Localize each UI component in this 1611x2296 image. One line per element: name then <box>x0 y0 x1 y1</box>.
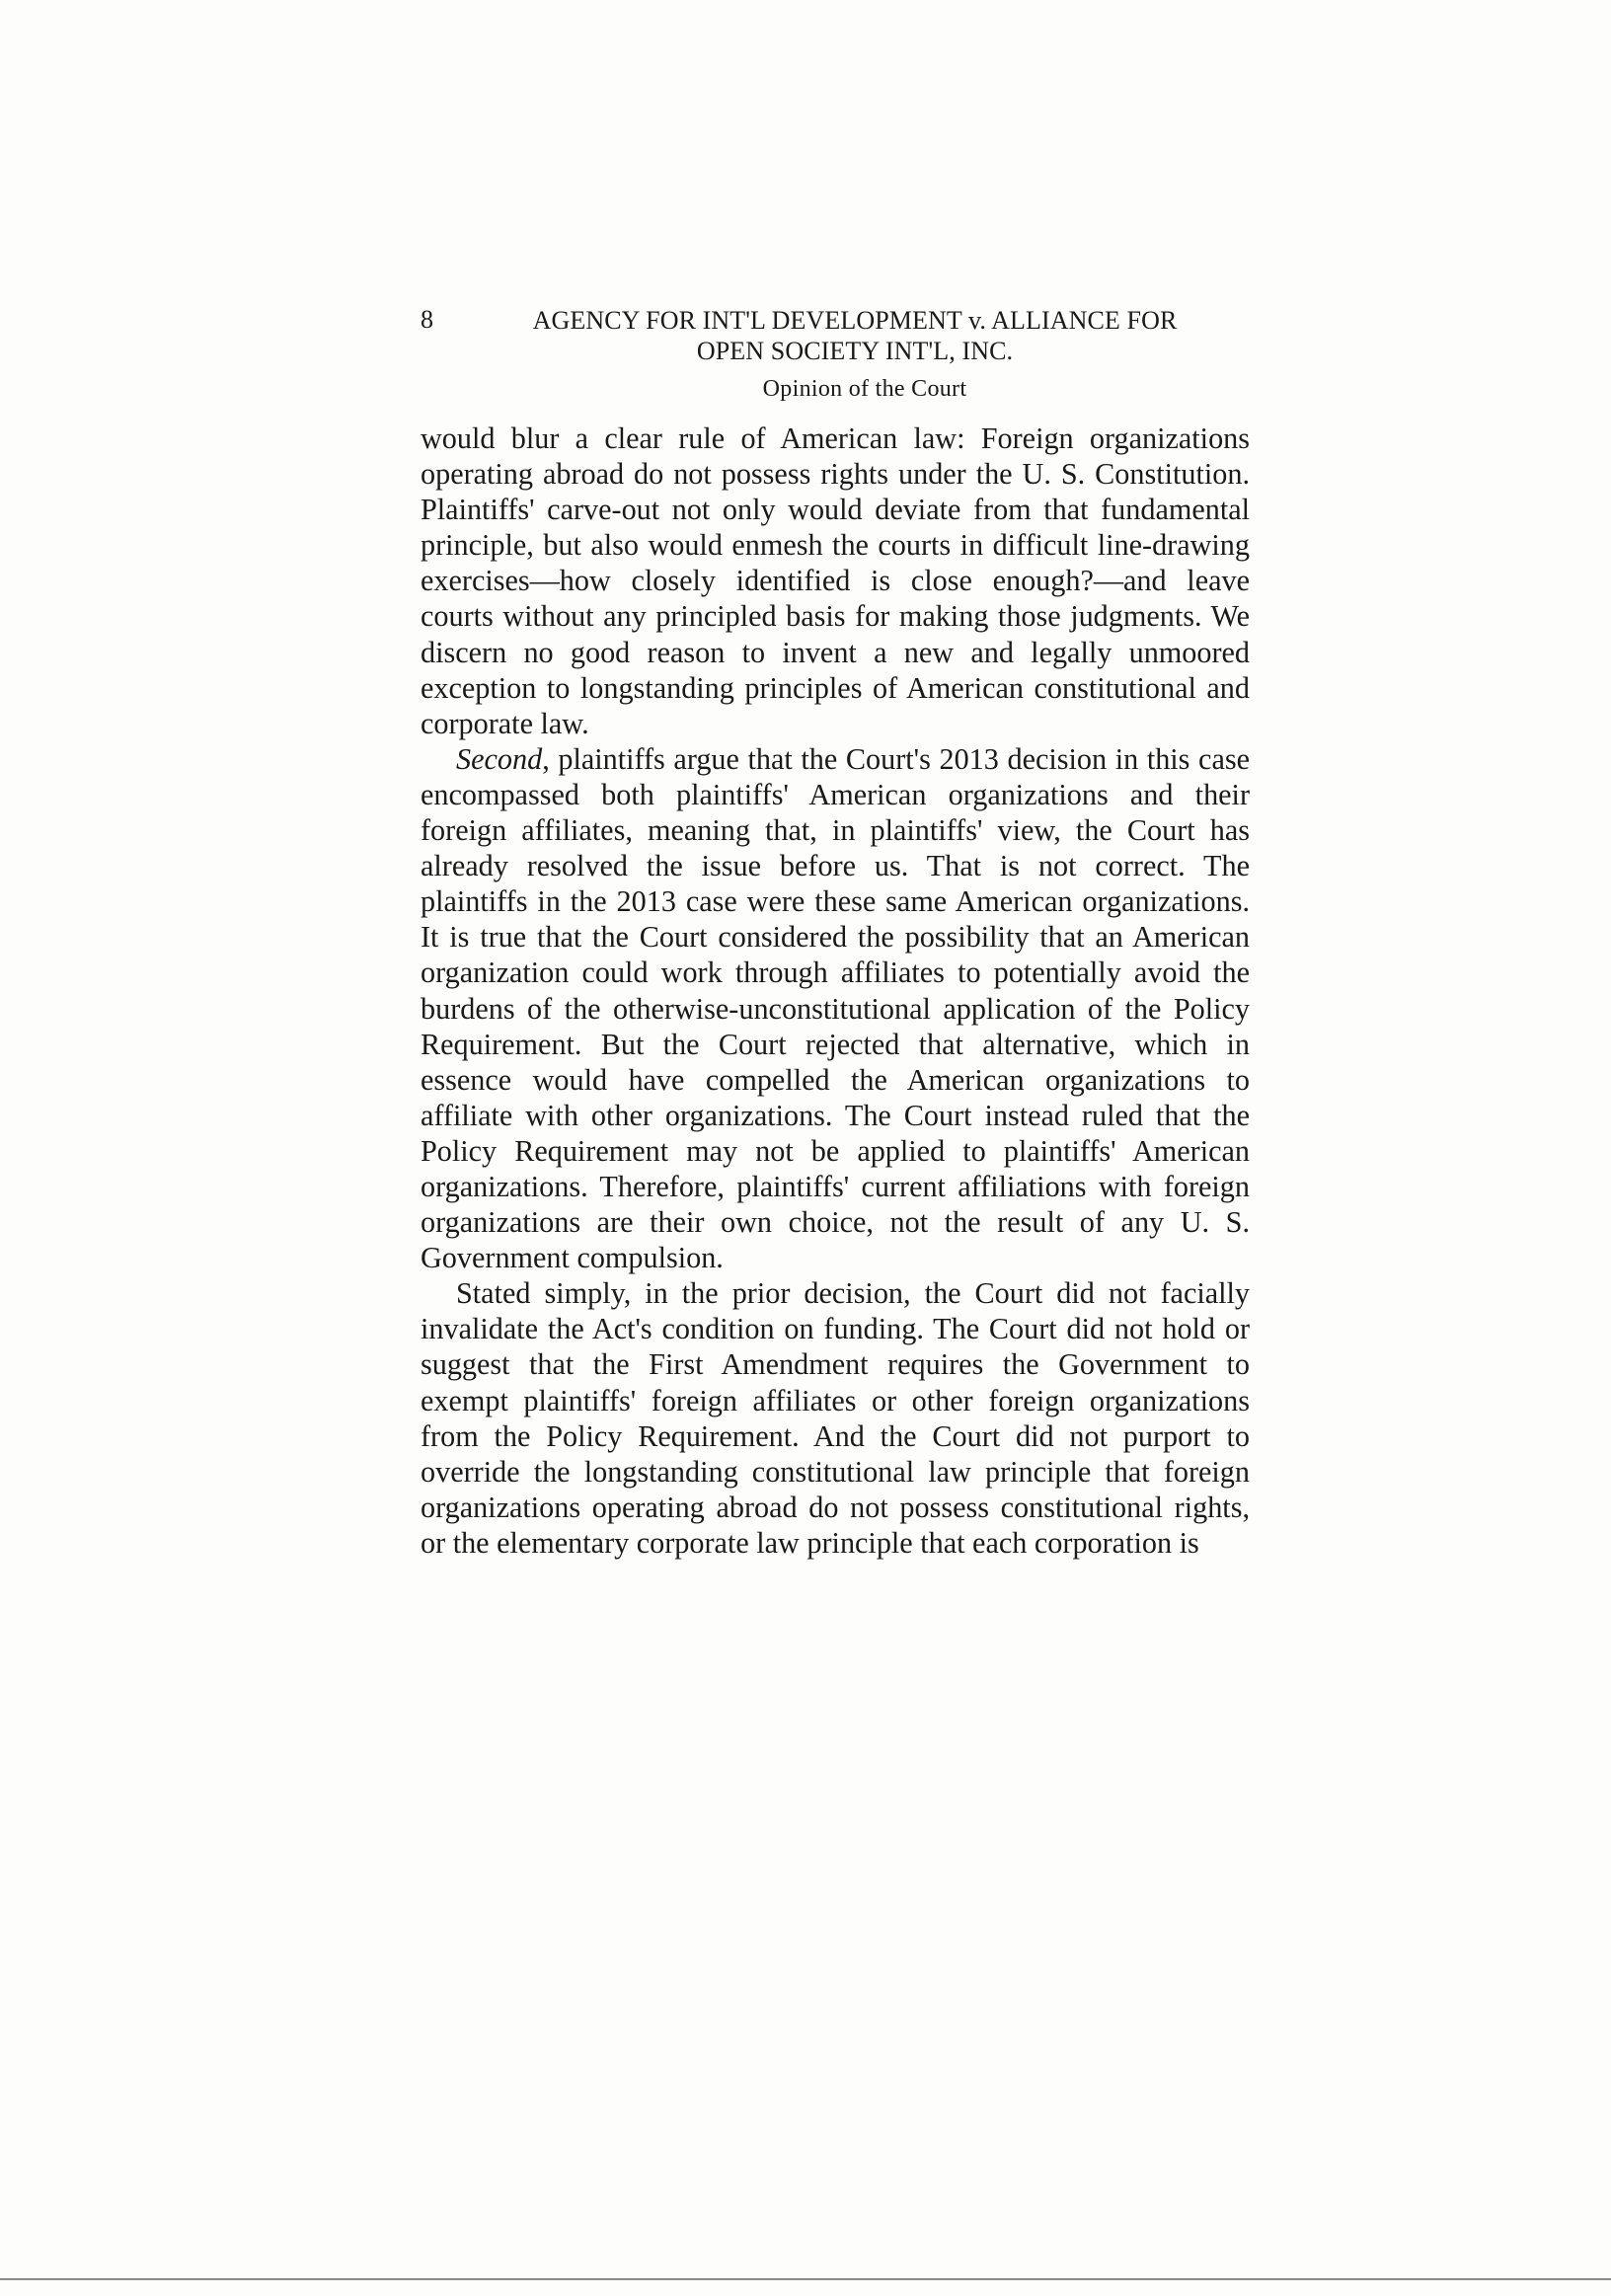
page-number: 8 <box>421 305 433 334</box>
paragraph-3: Stated simply, in the prior decision, the Court did not facially invalidate the Act's condition on funding. The Court did not hold or suggest that the First Amendment requires the Government to exempt plaintiffs' foreign affiliates or other foreign organizations from the Policy Requirement. And the Court did not purport to override the longstanding constitutional law principle that foreign organizations operating abroad do not possess constitutional rights, or the elementary corporate law principle that each corporation is <box>421 1276 1250 1560</box>
running-title-line-1: AGENCY FOR INT'L DEVELOPMENT v. ALLIANCE FOR <box>532 306 1178 335</box>
opinion-label: Opinion of the Court <box>762 376 967 402</box>
paragraph-2-lead: Second <box>456 741 543 776</box>
paragraph-1: would blur a clear rule of American law: Foreign organizations operating abroad do not possess rights under the U. S. Constitution. Plaintiffs' carve-out not only would deviate from that fundamental principle, but also would enmesh the courts in difficult line-drawing exercises—how closely identified is close enough?—and leave courts without any principled basis for making those judgments. We discern no good reason to invent a new and legally unmoored exception to longstanding principles of American constitutional and corporate law. <box>421 421 1250 740</box>
scan-edge-line <box>0 2278 1611 2280</box>
paragraph-2-text: , plaintiffs argue that the Court's 2013 decision in this case encompassed both plaintiffs' American organizations and their foreign affiliates, meaning that, in plaintiffs' view, the Court has already resolved the issue before us. That is not correct. The plaintiffs in the 2013 case were these same American organizations. It is true that the Court considered the possibility that an American organization could work through affiliates to potentially avoid the burdens of the otherwise-unconstitutional application of the Policy Requirement. But the Court rejected that alternative, which in essence would have compelled the American organizations to affiliate with other organizations. The Court instead ruled that the Policy Requirement may not be applied to plaintiffs' American organizations. Therefore, plaintiffs' current affiliations with foreign organizations are their own choice, not the result of any U. S. Government compulsion. <box>421 741 1250 1275</box>
running-title-line-2: OPEN SOCIETY INT'L, INC. <box>696 337 1014 365</box>
running-title <box>480 305 1230 366</box>
opinion-body <box>421 421 1250 1561</box>
paragraph-2 <box>421 741 1250 1275</box>
